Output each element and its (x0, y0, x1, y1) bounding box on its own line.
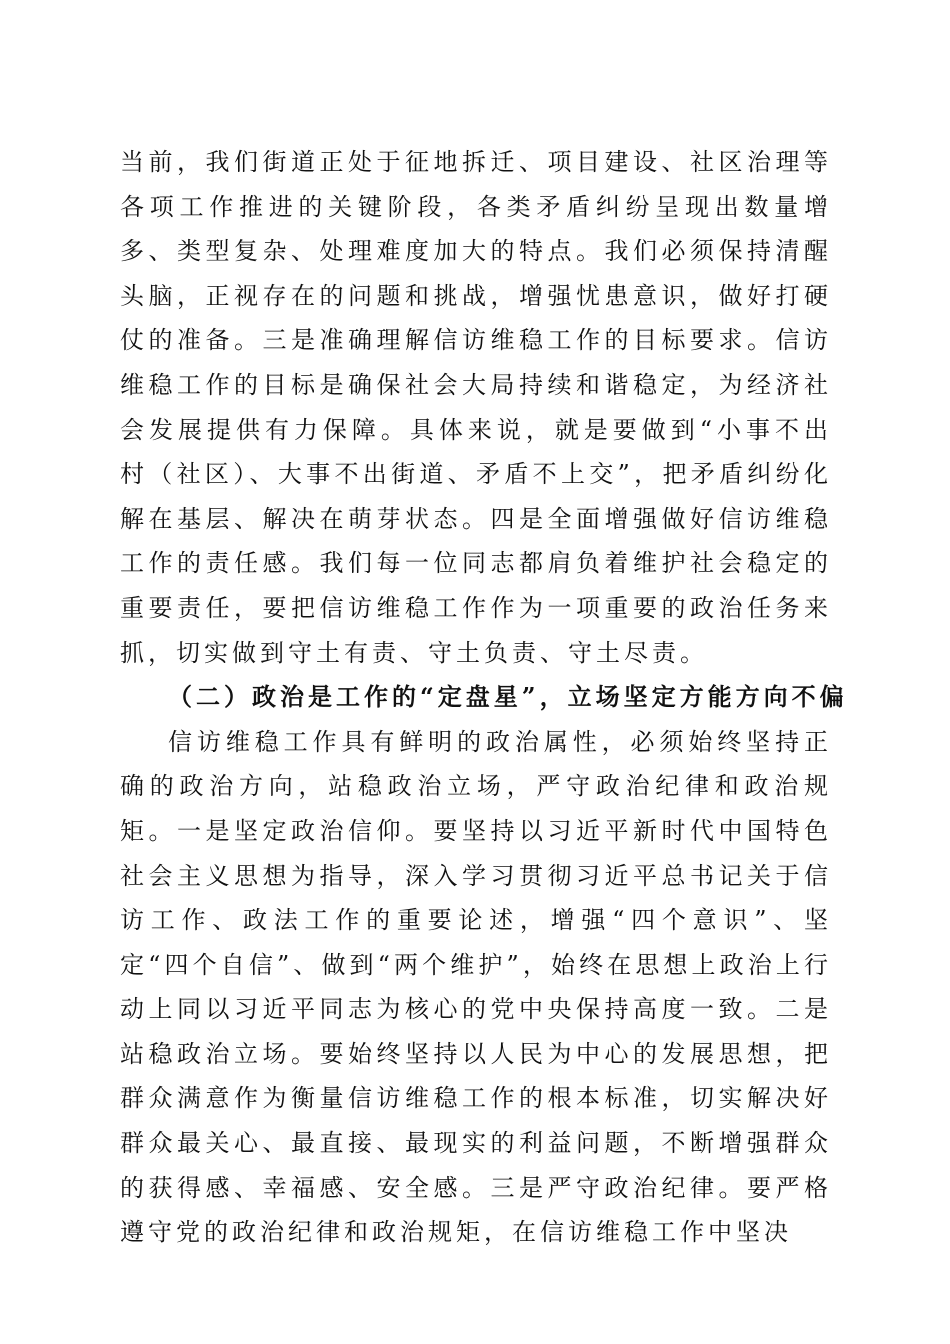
section-heading: （二）政治是工作的“定盘星”，立场坚定方能方向不偏 (168, 682, 848, 712)
document-body (120, 140, 848, 1255)
body-paragraph-1: 当前，我们街道正处于征地拆迁、项目建设、社区治理等各项工作推进的关键阶段，各类矛盾纠纷呈现出数量增多、类型复杂、处理难度加大的特点。我们必须保持清醒头脑，正视存在的问题和挑战，增强忧患意识，做好打硬仗的准备。三是准确理解信访维稳工作的目标要求。信访维稳工作的目标是确保社会大局持续和谐稳定，为经济社会发展提供有力保障。具体来说，就是要做到“小事不出村（社区）、大事不出街道、矛盾不上交”，把矛盾纠纷化解在基层、解决在萌芽状态。四是全面增强做好信访维稳工作的责任感。我们每一位同志都肩负着维护社会稳定的重要责任，要把信访维稳工作作为一项重要的政治任务来抓，切实做到守土有责、守土负责、守土尽责。 (120, 148, 832, 667)
body-paragraph-2: 信访维稳工作具有鲜明的政治属性，必须始终坚持正确的政治方向，站稳政治立场，严守政治纪律和政治规矩。一是坚定政治信仰。要坚持以习近平新时代中国特色社会主义思想为指导，深入学习贯彻习近平总书记关于信访工作、政法工作的重要论述，增强“四个意识”、坚定“四个自信”、做到“两个维护”，始终在思想上政治上行动上同以习近平同志为核心的党中央保持高度一致。二是站稳政治立场。要始终坚持以人民为中心的发展思想，把群众满意作为衡量信访维稳工作的根本标准，切实解决好群众最关心、最直接、最现实的利益问题，不断增强群众的获得感、幸福感、安全感。三是严守政治纪律。要严格遵守党的政治纪律和政治规矩，在信访维稳工作中坚决 (120, 727, 832, 1247)
